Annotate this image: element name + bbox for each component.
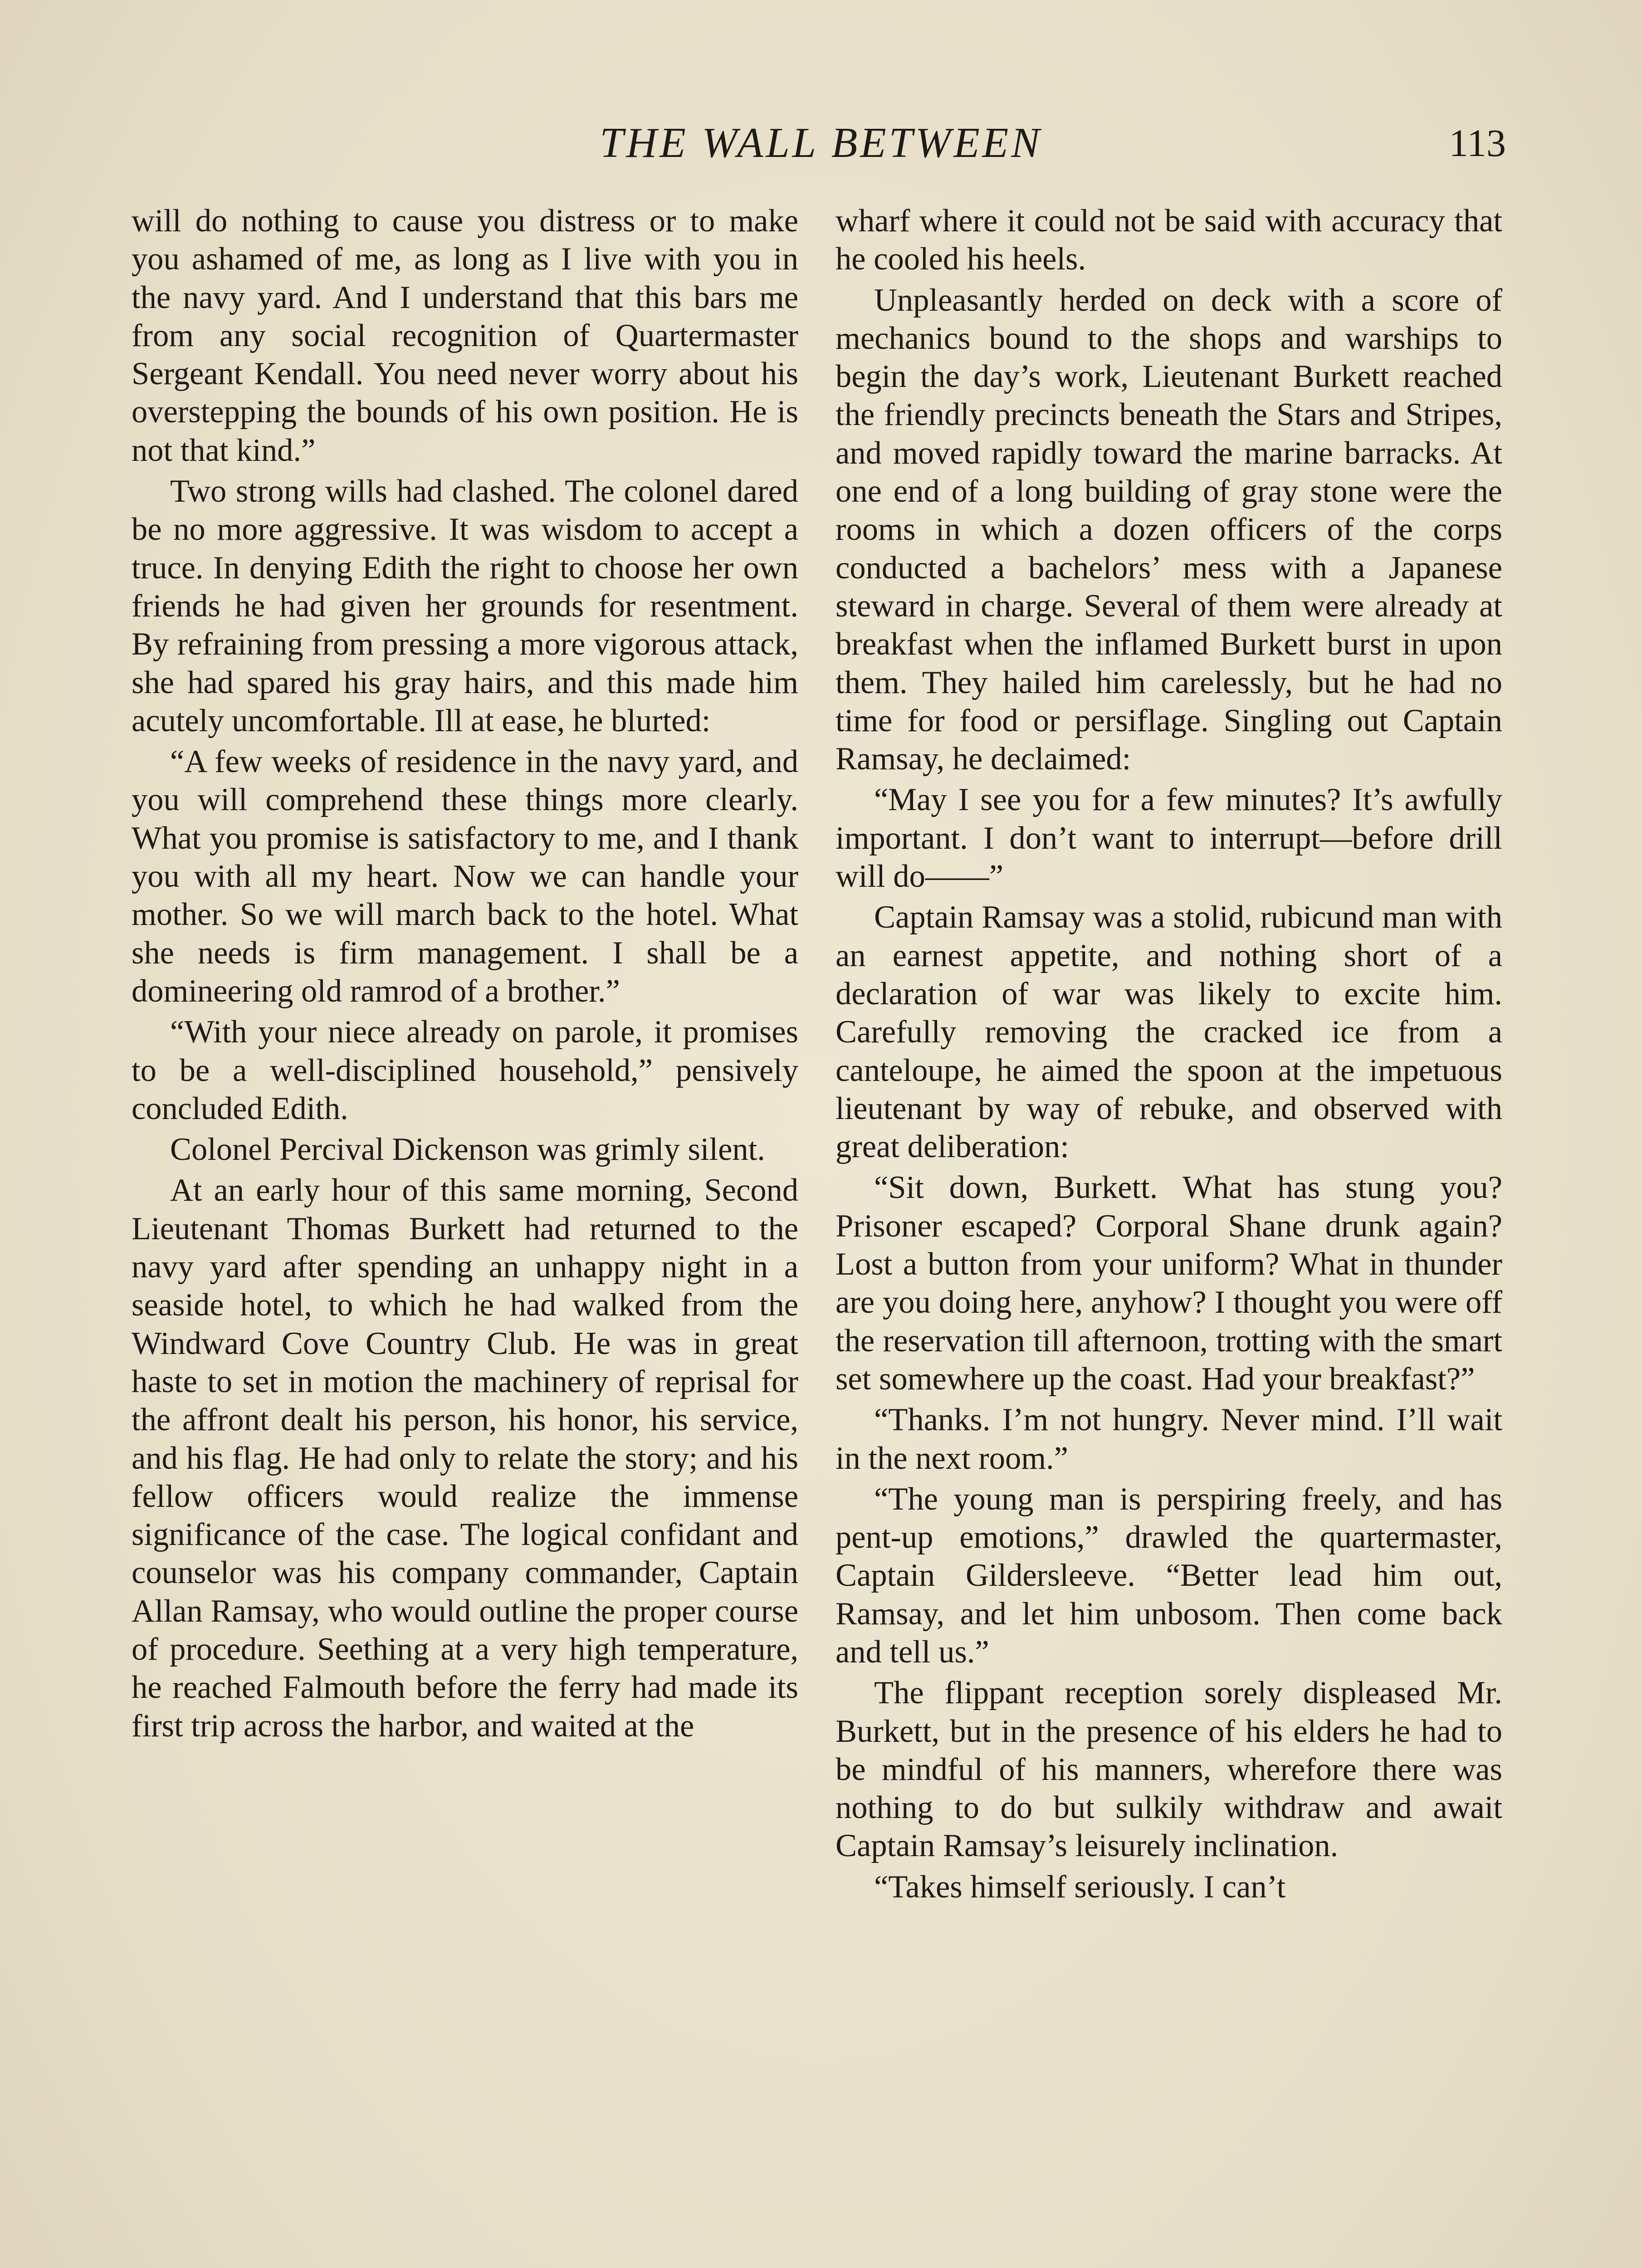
running-title: THE WALL BETWEEN [600,119,1042,166]
paragraph: Colonel Percival Dickenson was grimly silent. [170,1132,765,1168]
paragraph: wharf where it could not be said with accuracy that he cooled his heels. [836,203,1502,277]
running-header [0,113,1642,172]
left-column [132,202,798,1748]
paragraph: Captain Ramsay was a stolid, rubicund man with an earnest appetite, and nothing short of a declaration of war was likely to excite him. Carefully removing the cracked ice from a canteloupe, he aimed the spoon at the impetuous lieutenant by way of rebuke, and observed with great deliberation: [836,899,1502,1165]
paragraph: “A few weeks of residence in the navy yard, and you will comprehend these things more clearly. What you promise is satisfactory to me, and I thank you with all my heart. Now we can handle your mother. So we will march back to the hotel. What she needs is firm management. I shall be a domineering old ramrod of a brother.” [132,744,798,1009]
paragraph: “May I see you for a few minutes? It’s awfully important. I don’t want to interrupt—before drill will do——” [836,782,1502,894]
right-column [836,202,1502,1909]
paragraph: “With your niece already on parole, it promises to be a well-disciplined household,” pensively concluded Edith. [132,1014,798,1126]
paragraph: “Sit down, Burkett. What has stung you? Prisoner escaped? Corporal Shane drunk again? Lost a button from your uniform? What in thunder are you doing here, anyhow? I thought you were off the reservation till afternoon, trotting with the smart set somewhere up the coast. Had your breakfast?” [836,1170,1502,1397]
paragraph: will do nothing to cause you distress or to make you ashamed of me, as long as I live with you in the navy yard. And I understand that this bars me from any social recognition of Quartermaster Sergeant Kendall. You need never worry about his overstepping the bounds of his own position. He is not that kind.” [132,203,798,468]
paragraph: “Takes himself seriously. I can’t [874,1869,1286,1905]
paragraph: Unpleasantly herded on deck with a score of mechanics bound to the shops and warships to begin the day’s work, Lieutenant Burkett reached the friendly precincts beneath the Stars and Stripes, and moved rapidly toward the marine barracks. At one end of a long building of gray stone were the rooms in which a dozen officers of the corps conducted a bachelors’ mess with a Japanese steward in charge. Several of them were already at breakfast when the inflamed Burkett burst in upon them. They hailed him carelessly, but he had no time for food or persiflage. Singling out Captain Ramsay, he declaimed: [836,282,1502,777]
paragraph: “Thanks. I’m not hungry. Never mind. I’ll wait in the next room.” [836,1402,1502,1476]
page-number: 113 [1449,121,1506,165]
paragraph: The flippant reception sorely displeased Mr. Burkett, but in the presence of his elders he had to be mindful of his manners, wherefore there was nothing to do but sulkily withdraw and await Captain Ramsay’s leisurely inclination. [836,1675,1502,1864]
paragraph: Two strong wills had clashed. The colonel dared be no more aggressive. It was wisdom to accept a truce. In denying Edith the right to choose her own friends he had given her grounds for resentment. By refraining from pressing a more vigorous attack, she had spared his gray hairs, and this made him acutely uncomfortable. Ill at ease, he blurted: [132,474,798,738]
paragraph: At an early hour of this same morning, Second Lieutenant Thomas Burkett had returned to the navy yard after spending an unhappy night in a seaside hotel, to which he had walked from the Windward Cove Country Club. He was in great haste to set in motion the machinery of reprisal for the affront dealt his person, his honor, his service, and his flag. He had only to relate the story; and his fellow officers would realize the immense significance of the case. The logical confidant and counselor was his company commander, Captain Allan Ramsay, who would outline the proper course of procedure. Seething at a very high temperature, he reached Falmouth before the ferry had made its first trip across the harbor, and waited at the [132,1173,798,1744]
paragraph: “The young man is perspiring freely, and has pent-up emotions,” drawled the quartermaster, Captain Gildersleeve. “Better lead him out, Ramsay, and let him unbosom. Then come back and tell us.” [836,1481,1502,1670]
